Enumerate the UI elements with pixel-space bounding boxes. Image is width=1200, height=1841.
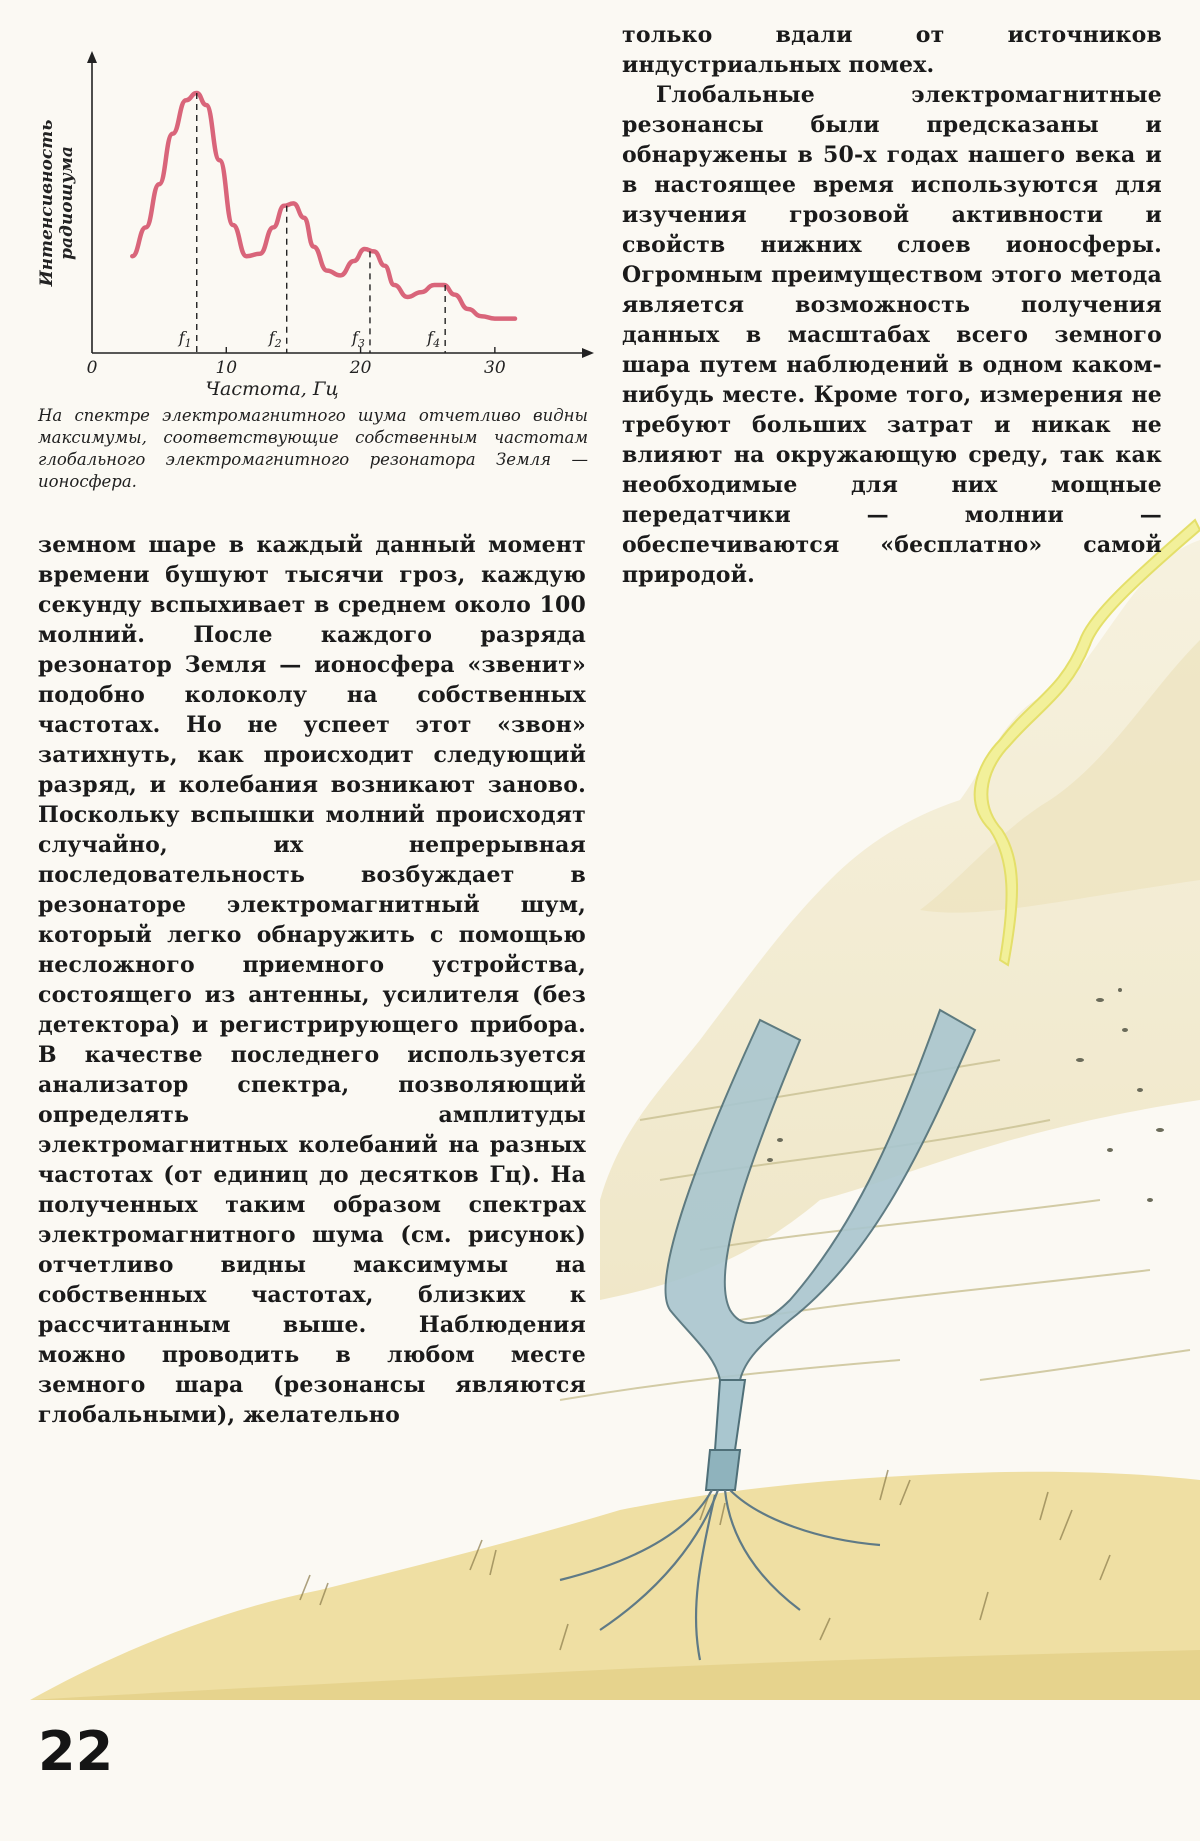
x-tick-label-20: 20 — [349, 358, 372, 378]
x-tick-label-30: 30 — [484, 358, 506, 378]
peak-label-f3: $f_3$ — [351, 328, 365, 350]
x-axis-label: Частота, Гц — [205, 378, 339, 400]
x-tick-label-0: 0 — [86, 358, 98, 378]
x-tick-label-10: 10 — [215, 358, 238, 378]
figure-caption: На спектре электромагнитного шума отчетливо видны максимумы, соответствующие собственным частотам глобального электромагнитного резонатора Земля — ионосфера. — [38, 406, 588, 491]
left-column-paragraph: земном шаре в каждый данный момент времени бушуют тысячи гроз, каждую секунду вспыхивает в среднем около 100 молний. После каждого разряда резонатор Земля — ионосфера «звенит» подобно колоколу на собственных частотах. Но не успеет этот «звон» затихнуть, как происходит следующий разряд, и колебания возникают заново. Поскольку вспышки молний происходят случайно, их непрерывная последовательность возбуждает в резонаторе электромагнитный шум, который легко обнаружить с помощью несложного приемного устройства, состоящего из антенны, усилителя (без детектора) и регистрирующего прибора. В качестве последнего используется анализатор спектра, позволяющий определять амплитуды электромагнитных колебаний на разных частотах (от единиц до десятков Гц). На полученных таким образом спектрах электромагнитного шума (см. рисунок) отчетливо видны максимумы на собственных частотах, близких к рассчитанным выше. Наблюдения можно проводить в любом месте земного шара (резонансы являются глобальными), желательно — [38, 532, 586, 1428]
y-axis-arrow — [87, 51, 97, 63]
peak-label-f4: $f_4$ — [427, 328, 441, 350]
spectrum-line — [132, 93, 515, 319]
x-axis-arrow — [582, 348, 594, 358]
right-column-paragraph-2: Глобальные электромагнитные резонансы были предсказаны и обнаружены в 50-х годах нашего века и в настоящее время используются для изучения грозовой активности и свойств нижних слоев ионосферы. Огромным преимуществом этого метода является возможность получения данных в масштабах всего земного шара путем наблюдений в одном каком-нибудь месте. Кроме того, измерения не требуют больших затрат и никак не влияют на окружающую среду, так как необходимые для них мощные передатчики — молнии — обеспечиваются «бесплатно» самой природой. — [622, 82, 1162, 588]
peak-label-f1: $f_1$ — [178, 328, 192, 350]
right-column-text — [622, 20, 1162, 590]
left-column-text — [38, 530, 586, 1430]
y-axis-label-line1: Интенсивность — [37, 119, 57, 287]
right-column-paragraph-1: только вдали от источников индустриальных помех. — [622, 22, 1162, 78]
noise-spectrum-chart — [30, 28, 600, 400]
peak-label-f2: $f_2$ — [268, 328, 282, 350]
page-number: 22 — [38, 1720, 114, 1783]
y-axis-label-line2: радиошума — [57, 146, 77, 260]
